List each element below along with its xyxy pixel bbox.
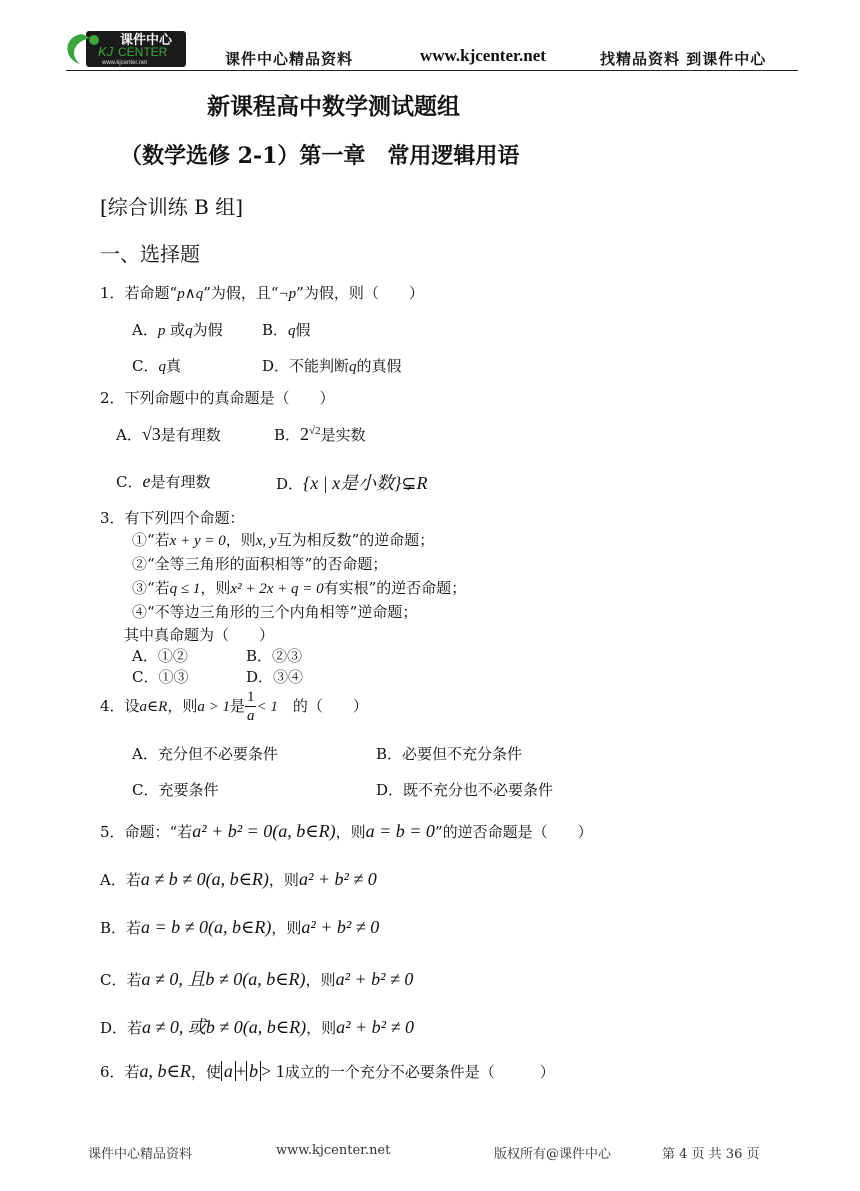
page-title: 新课程高中数学测试题组 <box>207 93 460 120</box>
question-2-option-a[interactable]: A．√3是有理数 <box>116 424 221 444</box>
question-3-item-1: ①“若x + y = 0，则x, y互为相反数”的逆命题； <box>132 531 435 549</box>
question-4-option-c[interactable]: C．充要条件 <box>132 781 219 799</box>
fraction-one-over-a: $\frac{1}{a}$ <box>246 689 255 724</box>
question-6-stem: 6．若a, b∈R，使 a + b > 1成立的一个充分不必要条件是（ ） <box>100 1061 555 1081</box>
logo-kj-text: KJ <box>98 44 114 59</box>
kjcenter-logo <box>60 28 188 70</box>
group-label: [综合训练 B 组] <box>100 195 244 219</box>
header-divider <box>66 70 798 71</box>
question-4-option-d[interactable]: D．既不充分也不必要条件 <box>376 781 554 799</box>
question-5-option-d[interactable]: D．若a ≠ 0, 或b ≠ 0(a, b∈R)，则a² + b² ≠ 0 <box>100 1017 414 1037</box>
question-3-item-3: ③“若q ≤ 1，则x² + 2x + q = 0有实根”的逆否命题； <box>132 579 467 597</box>
logo-url-text: www.kjcenter.net <box>102 60 148 66</box>
question-4-option-b[interactable]: B．必要但不充分条件 <box>376 745 523 763</box>
logo-graphic <box>60 28 188 70</box>
logo-cn-text: 课件中心 <box>120 33 173 48</box>
question-5-option-c[interactable]: C．若a ≠ 0, 且b ≠ 0(a, b∈R)，则a² + b² ≠ 0 <box>100 969 414 989</box>
question-1-stem: 1．若命题“p∧q”为假，且“¬p”为假，则（ ） <box>100 284 424 302</box>
question-3-option-a[interactable]: A．①② <box>132 647 188 665</box>
question-3-ask: 其中真命题为（ ） <box>124 626 275 644</box>
question-3-option-d[interactable]: D．③④ <box>246 668 304 686</box>
question-1-option-a[interactable]: A．p 或q为假 <box>132 321 223 339</box>
question-3-option-c[interactable]: C．①③ <box>132 668 189 686</box>
footer-left-text: 课件中心精品资料 <box>88 1147 193 1162</box>
question-2-option-b[interactable]: B．$2^{√2}$是实数 <box>274 424 366 444</box>
question-3-option-b[interactable]: B．②③ <box>246 647 303 665</box>
footer-url[interactable]: www.kjcenter.net <box>276 1143 391 1158</box>
logo-center-text: CENTER <box>118 45 168 59</box>
question-2-option-c[interactable]: C．e是有理数 <box>116 471 211 491</box>
question-3-item-4: ④“不等边三角形的三个内角相等”逆命题； <box>132 603 418 621</box>
footer-page-number: 第 4 页 共 36 页 <box>662 1147 760 1162</box>
footer-copyright: 版权所有@课件中心 <box>494 1147 612 1162</box>
header-right-text: 找精品资料 到课件中心 <box>600 50 767 68</box>
question-2-stem: 2．下列命题中的真命题是（ ） <box>100 389 335 407</box>
question-3-stem: 3．有下列四个命题： <box>100 509 245 527</box>
question-4-option-a[interactable]: A．充分但不必要条件 <box>132 745 278 763</box>
question-4-stem: 4．设a∈R，则a > 1是 $\frac{1}{a}$ < 1 的（ ） <box>100 689 368 724</box>
question-1-option-d[interactable]: D．不能判断q的真假 <box>262 357 402 375</box>
question-5-option-a[interactable]: A．若a ≠ b ≠ 0(a, b∈R)，则a² + b² ≠ 0 <box>100 869 377 889</box>
question-3-item-2: ②“全等三角形的面积相等”的否命题； <box>132 555 388 573</box>
section-heading: 一、选择题 <box>100 242 200 266</box>
question-5-option-b[interactable]: B．若a = b ≠ 0(a, b∈R)，则a² + b² ≠ 0 <box>100 917 380 937</box>
page-subtitle: （数学选修 2-1）第一章 常用逻辑用语 <box>120 143 520 169</box>
header-left-text: 课件中心精品资料 <box>225 50 354 68</box>
header-url[interactable]: www.kjcenter.net <box>420 46 546 65</box>
question-1-option-b[interactable]: B．q假 <box>262 321 311 339</box>
question-2-option-d[interactable]: D．{x | x是小数}⊊R <box>276 473 428 493</box>
question-5-stem: 5．命题：“若a² + b² = 0(a, b∈R)，则a = b = 0”的逆否命题是（ ） <box>100 821 593 841</box>
question-1-option-c[interactable]: C．q真 <box>132 357 181 375</box>
